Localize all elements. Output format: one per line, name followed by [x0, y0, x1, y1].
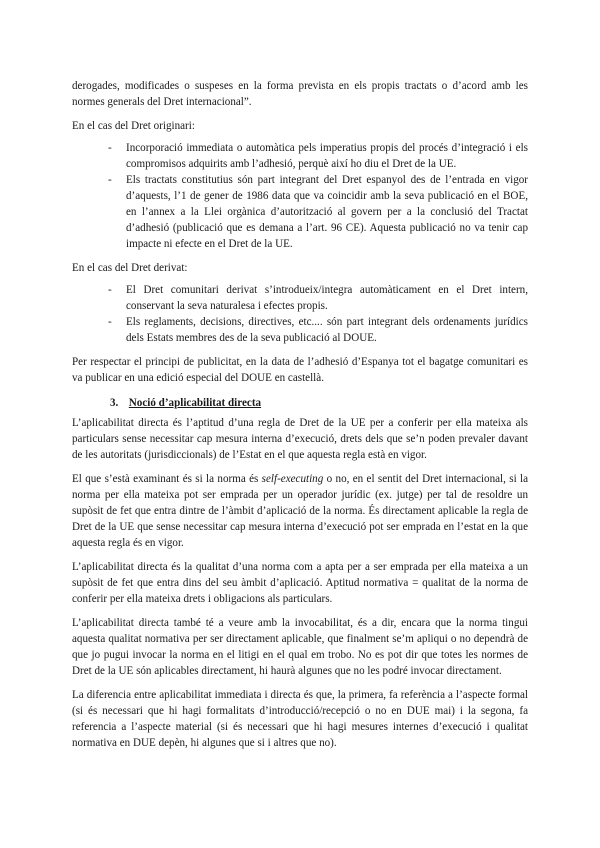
publicity-paragraph: Per respectar el principi de publicitat, en la data de l’adhesió d’Espanya tot el bagatge comunitari es va publicar en una edició especial del DOUE en castellà.: [72, 356, 528, 384]
section-title: Noció d’aplicabilitat directa: [128, 397, 262, 409]
difference-paragraph: La diferencia entre aplicabilitat immediata i directa és que, la primera, fa referència a l’aspecte formal (si és necessari que hi hagi formalitats d’introducció/recepció o no en DUE mai) i la segona, fa referencia a l’aspecte material (si és necessari que hi hagi mesures internes d’execució i qualitat normativa en DUE depèn, hi algunes que si i altres que no).: [72, 689, 528, 749]
section-number: 3.: [110, 397, 119, 409]
intro-paragraph: derogades, modificades o suspeses en la forma prevista en els propis tractats o d’acord amb les normes generals del Dret internacional”.: [72, 80, 528, 108]
original-law-label: En el cas del Dret originari:: [72, 120, 195, 132]
original-law-list: [72, 140, 528, 252]
definition-paragraph: L’aplicabilitat directa és l’aptitud d’una regla de Dret de la UE per a conferir per ella mateixa als particulars sense necessitar cap mesura interna d’execució, drets dels que se’n poden prevaler davant de les autoritats (jurisdiccionals) de l’Estat en el que aquesta regla està en vigor.: [72, 417, 528, 461]
self-executing-term: self-executing: [261, 473, 324, 485]
document-page: [72, 78, 528, 751]
section-heading: [72, 395, 528, 411]
derived-law-label: En el cas del Dret derivat:: [72, 262, 188, 274]
quality-paragraph: L’aplicabilitat directa és la qualitat d’una norma com a apta per a ser emprada per ella mateixa a un supòsit de fet que entra dins del seu àmbit d’aplicació. Aptitud normativa = qualitat de la norma de conferir per ella mateixa drets i obligacions als particulars.: [72, 561, 528, 605]
list-item: - Els tractats constitutius són part integrant del Dret espanyol des de l’entrada en vigor d’aquests, l’1 de gener de 1986 data que va coincidir amb la seva publicació en el BOE, en l’annex a la Llei orgànica d’autorització al govern per a la conclusió del Tractat d’adhesió (publicació que es demana a l’art. 96 CE). Aquesta publicació no va tenir cap impacte ni efecte en el Dret de la UE.: [126, 172, 528, 252]
derived-law-list: [72, 282, 528, 346]
self-executing-paragraph: El que s’està examinant és si la norma és self-executing o no, en el sentit del Dret internacional, si la norma per ella mateixa pot ser emprada per un operador jurídic (ex. jutge) per tal de resoldre un supòsit de fet que entra dintre de l’àmbit d’aplicació de la norma. És directament aplicable la regla de Dret de la UE que sense necessitar cap mesura interna d’execució pot ser emprada en l’estat en la que aquesta regla és en vigor.: [72, 473, 528, 549]
list-item: - Els reglaments, decisions, directives, etc.... són part integrant dels ordenaments jurídics dels Estats membres des de la seva publicació al DOUE.: [126, 314, 528, 346]
list-item: - Incorporació immediata o automàtica pels imperatius propis del procés d’integració i els compromisos adquirits amb l’adhesió, perquè així ho diu el Dret de la UE.: [126, 140, 528, 172]
list-item: - El Dret comunitari derivat s’introdueix/integra automàticament en el Dret intern, conservant la seva naturalesa i efectes propis.: [126, 282, 528, 314]
invocability-paragraph: L’aplicabilitat directa també té a veure amb la invocabilitat, és a dir, encara que la norma tingui aquesta qualitat normativa per ser directament aplicable, que finalment se’m apliqui o no dependrà de que jo pugui invocar la norma en el litigi en el qual em trobo. No es pot dir que totes les normes de Dret de la UE són aplicables directament, hi haurà algunes que no les podré invocar directament.: [72, 617, 528, 677]
